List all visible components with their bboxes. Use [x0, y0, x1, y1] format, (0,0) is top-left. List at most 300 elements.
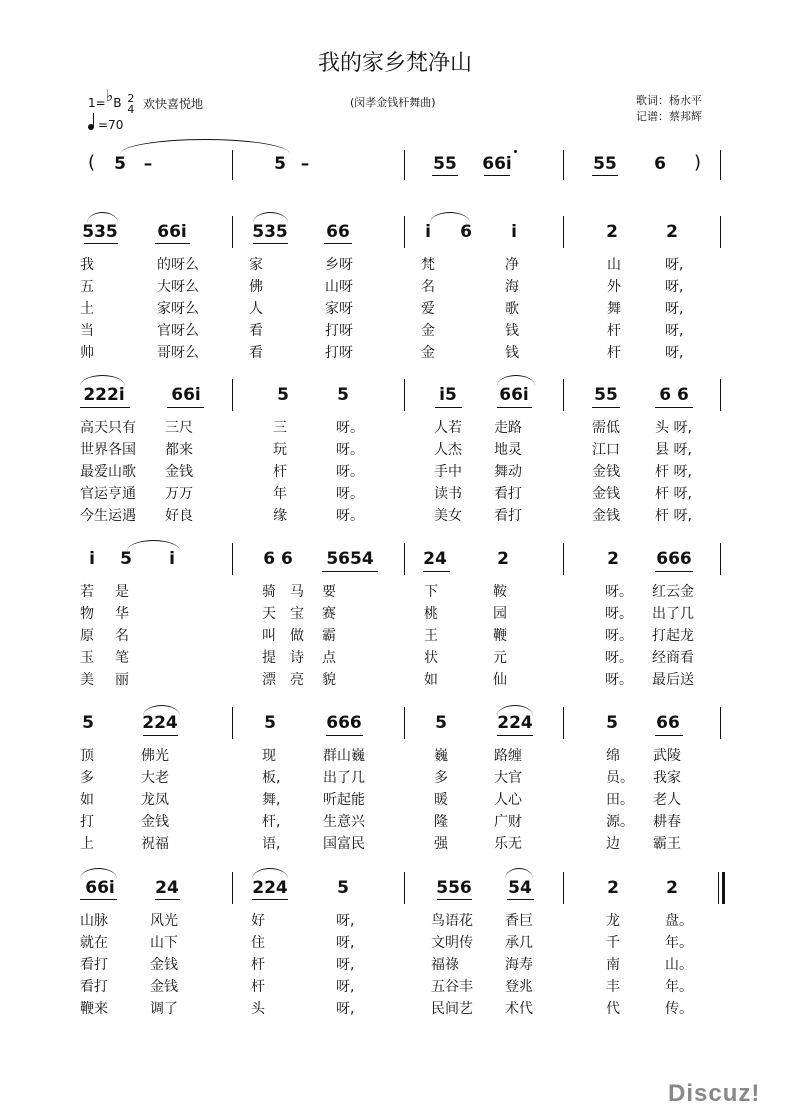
lyric-syllable: 海寿	[505, 957, 533, 973]
lyric-syllable: 呀,	[665, 257, 684, 273]
lyric-syllable: 走路	[494, 420, 522, 436]
note: 66	[656, 713, 680, 733]
lyric-syllable: 貌	[322, 672, 336, 688]
intro-note: 6	[654, 154, 666, 174]
note: 24	[155, 878, 179, 898]
lyric-syllable: 哥呀么	[157, 345, 199, 361]
lyric-syllable: 呀。	[605, 606, 633, 622]
lyric-syllable: 多	[80, 770, 94, 786]
lyric-syllable: 爱	[421, 301, 435, 317]
lyric-syllable: 乐无	[494, 836, 522, 852]
tempo-mark	[88, 116, 123, 132]
lyric-syllable: 园	[493, 606, 507, 622]
quarter-note-stem-icon	[93, 113, 94, 126]
lyric-syllable: 舞	[607, 301, 621, 317]
note: 224	[497, 713, 533, 733]
beam	[143, 735, 178, 736]
lyric-syllable: 天	[262, 606, 276, 622]
beam	[423, 571, 450, 572]
key-note: B	[113, 96, 122, 110]
lyric-syllable: 呀。	[336, 508, 364, 524]
barline	[232, 872, 233, 904]
slur	[143, 705, 180, 716]
lyric-syllable: 玉	[80, 650, 94, 666]
lyric-syllable: 若	[80, 584, 94, 600]
lyric-syllable: 传。	[665, 1001, 693, 1017]
lyric-syllable: 鞭来	[80, 1001, 108, 1017]
lyric-syllable: 杆	[251, 979, 265, 995]
beam	[253, 243, 288, 244]
lyric-syllable: 都来	[165, 442, 193, 458]
note: 535	[252, 222, 288, 242]
note: i	[89, 549, 95, 569]
lyric-syllable: 呀。	[605, 584, 633, 600]
lyric-syllable: 人若	[434, 420, 462, 436]
lyric-syllable: 板,	[262, 770, 281, 786]
lyric-syllable: 赛	[322, 606, 336, 622]
lyric-syllable: 鸟语花	[431, 913, 473, 929]
beam	[437, 899, 472, 900]
barline	[232, 379, 233, 411]
lyric-syllable: 的呀么	[157, 257, 199, 273]
barline	[563, 216, 564, 248]
lyric-syllable: 乡呀	[325, 257, 353, 273]
lyric-syllable: 梵	[421, 257, 435, 273]
note: 5	[606, 713, 618, 733]
slur	[127, 540, 180, 551]
lyric-syllable: 山	[607, 257, 621, 273]
barline	[404, 150, 405, 180]
expression-mark: 欢快喜悦地	[143, 97, 204, 111]
lyric-syllable: 马	[290, 584, 304, 600]
lyric-syllable: 看打	[494, 508, 522, 524]
lyric-syllable: 登兆	[505, 979, 533, 995]
lyric-syllable: 点	[322, 650, 336, 666]
slur	[80, 868, 117, 879]
barline	[404, 872, 405, 904]
intro-note: –	[143, 154, 153, 174]
lyric-syllable: 家呀	[325, 301, 353, 317]
lyric-syllable: 如	[424, 672, 438, 688]
lyric-syllable: 当	[80, 323, 94, 339]
lyric-syllable: 香巨	[505, 913, 533, 929]
lyric-syllable: 耕春	[653, 814, 681, 830]
lyric-syllable: 金钱	[165, 464, 193, 480]
barline	[232, 543, 233, 575]
lyric-syllable: 多	[434, 770, 448, 786]
lyric-syllable: 原	[80, 628, 94, 644]
barline	[404, 216, 405, 248]
note: 222i	[83, 385, 125, 405]
lyric-syllable: 隆	[434, 814, 448, 830]
lyric-syllable: 福祿	[431, 957, 459, 973]
note: 5	[120, 549, 132, 569]
tempo-value: =70	[98, 118, 124, 132]
barline	[563, 872, 564, 904]
note: 556	[436, 878, 472, 898]
lyric-syllable: 舞,	[262, 792, 281, 808]
lyric-syllable: 帅	[80, 345, 94, 361]
lyric-syllable: 呀。	[336, 464, 364, 480]
lyric-syllable: 最后送	[652, 672, 694, 688]
barline	[404, 379, 405, 411]
note: 5	[82, 713, 94, 733]
lyric-syllable: 头	[251, 1001, 265, 1017]
lyric-syllable: 绵	[606, 748, 620, 764]
beam	[655, 571, 693, 572]
intro-note: 5	[274, 154, 286, 174]
lyric-syllable: 人杰	[434, 442, 462, 458]
lyric-syllable: 龙	[606, 913, 620, 929]
lyric-syllable: 民间艺	[431, 1001, 473, 1017]
lyric-syllable: 笔	[115, 650, 129, 666]
lyric-syllable: 缘	[273, 508, 287, 524]
lyric-syllable: 呀,	[665, 323, 684, 339]
lyric-syllable: 大官	[494, 770, 522, 786]
note: 66i	[157, 222, 187, 242]
lyric-syllable: 上	[80, 836, 94, 852]
intro-beam	[432, 175, 458, 176]
lyric-syllable: 下	[424, 584, 438, 600]
lyric-syllable: 杆 呀,	[655, 486, 692, 502]
song-title: 我的家乡梵净山	[317, 51, 472, 76]
note: 6	[460, 222, 472, 242]
lyric-syllable: 王	[424, 628, 438, 644]
note: 5	[337, 878, 349, 898]
barline	[232, 707, 233, 739]
lyric-syllable: 高天只有	[80, 420, 136, 436]
lyric-syllable: 山呀	[325, 279, 353, 295]
intro-beam	[592, 175, 618, 176]
lyric-syllable: 要	[322, 584, 336, 600]
lyric-syllable: 经商看	[652, 650, 694, 666]
barline	[720, 150, 721, 180]
note: 24	[423, 549, 447, 569]
lyric-syllable: 如	[80, 792, 94, 808]
lyric-syllable: 呀,	[665, 279, 684, 295]
lyric-syllable: 官运亨通	[80, 486, 136, 502]
slur	[253, 212, 288, 223]
lyric-syllable: 呀,	[336, 935, 355, 951]
lyric-syllable: 金钱	[150, 957, 178, 973]
lyric-syllable: 鞍	[493, 584, 507, 600]
lyric-syllable: 打呀	[325, 345, 353, 361]
lyric-syllable: 漂	[262, 672, 276, 688]
meter-top: 2	[127, 91, 135, 105]
lyric-syllable: 叫	[262, 628, 276, 644]
lyric-syllable: 佛	[249, 279, 263, 295]
lyric-syllable: 武陵	[653, 748, 681, 764]
lyric-syllable: 县 呀,	[655, 442, 692, 458]
barline	[404, 707, 405, 739]
note: 666	[656, 549, 692, 569]
note: 66i	[85, 878, 115, 898]
note: 2	[607, 549, 619, 569]
lyric-syllable: 呀。	[605, 650, 633, 666]
intro-note: 55	[593, 154, 617, 174]
lyric-syllable: 状	[424, 650, 438, 666]
beam	[655, 407, 693, 408]
lyric-syllable: 生意兴	[323, 814, 365, 830]
lyric-syllable: 员。	[606, 770, 634, 786]
note: i	[425, 222, 431, 242]
lyric-syllable: 住	[251, 935, 265, 951]
lyric-syllable: 海	[505, 279, 519, 295]
beam	[252, 899, 288, 900]
lyric-syllable: 呀,	[336, 1001, 355, 1017]
lyric-syllable: 路缠	[494, 748, 522, 764]
barline	[720, 543, 721, 575]
lyric-syllable: 就在	[80, 935, 108, 951]
note: 2	[606, 222, 618, 242]
note: i5	[439, 385, 457, 405]
lyric-syllable: 霸	[322, 628, 336, 644]
note: 6 6	[263, 549, 293, 569]
lyric-syllable: 桃	[424, 606, 438, 622]
lyric-syllable: 提	[262, 650, 276, 666]
lyric-syllable: 土	[80, 301, 94, 317]
lyric-syllable: 听起能	[323, 792, 365, 808]
intro-open-paren: (	[88, 152, 96, 173]
note: 6 6	[659, 385, 689, 405]
lyric-syllable: 佛光	[141, 748, 169, 764]
lyric-syllable: 看	[249, 323, 263, 339]
lyric-syllable: 田。	[606, 792, 634, 808]
song-subtitle: (闵孝金钱杆舞曲)	[350, 96, 436, 109]
lyric-syllable: 广财	[494, 814, 522, 830]
lyric-syllable: 我家	[653, 770, 681, 786]
barline	[232, 216, 233, 248]
lyric-syllable: 杆	[251, 957, 265, 973]
lyric-syllable: 承几	[505, 935, 533, 951]
lyric-syllable: 最爱山歌	[80, 464, 136, 480]
lyric-syllable: 华	[115, 606, 129, 622]
note: 666	[326, 713, 362, 733]
note: i	[169, 549, 175, 569]
note: 535	[82, 222, 118, 242]
slur	[80, 375, 125, 386]
lyric-syllable: 千	[606, 935, 620, 951]
note: 5	[277, 385, 289, 405]
beam	[497, 735, 533, 736]
beam	[80, 899, 117, 900]
lyric-syllable: 文明传	[431, 935, 473, 951]
lyric-syllable: 丽	[115, 672, 129, 688]
note: 54	[508, 878, 532, 898]
lyric-syllable: 年。	[665, 935, 693, 951]
note: 66i	[499, 385, 529, 405]
lyric-syllable: 钱	[505, 323, 519, 339]
lyric-syllable: 山。	[665, 957, 693, 973]
lyric-syllable: 名	[115, 628, 129, 644]
beam	[80, 407, 130, 408]
lyric-syllable: 术代	[505, 1001, 533, 1017]
lyric-syllable: 山下	[150, 935, 178, 951]
slur	[252, 868, 288, 879]
lyric-syllable: 群山巍	[323, 748, 365, 764]
intro-note: 5	[114, 154, 126, 174]
lyric-syllable: 骑	[262, 584, 276, 600]
lyric-syllable: 呀。	[336, 486, 364, 502]
barline	[563, 379, 564, 411]
lyric-syllable: 三尺	[165, 420, 193, 436]
lyric-syllable: 五	[80, 279, 94, 295]
barline	[404, 543, 405, 575]
lyric-syllable: 人	[249, 301, 263, 317]
lyric-syllable: 龙凤	[141, 792, 169, 808]
note: 5	[337, 385, 349, 405]
beam	[497, 407, 532, 408]
key-prefix: 1=	[88, 96, 106, 110]
note: 5	[264, 713, 276, 733]
lyric-syllable: 霸王	[653, 836, 681, 852]
beam	[167, 407, 204, 408]
note: i	[511, 222, 517, 242]
slur	[505, 868, 533, 879]
lyric-syllable: 名	[421, 279, 435, 295]
intro-beam	[484, 175, 510, 176]
note: 66	[326, 222, 350, 242]
slur	[497, 375, 535, 386]
lyric-syllable: 好良	[165, 508, 193, 524]
lyric-syllable: 金	[421, 345, 435, 361]
lyric-syllable: 读书	[434, 486, 462, 502]
lyric-syllable: 语,	[262, 836, 281, 852]
lyric-syllable: 官呀么	[157, 323, 199, 339]
lyric-syllable: 老人	[653, 792, 681, 808]
barline	[563, 707, 564, 739]
key-signature	[88, 86, 135, 116]
note: 5	[435, 713, 447, 733]
note: 224	[142, 713, 178, 733]
lyric-syllable: 做	[290, 628, 304, 644]
barline	[720, 707, 721, 739]
barline	[232, 150, 233, 180]
lyric-syllable: 万万	[165, 486, 193, 502]
intro-note: 66i	[482, 154, 512, 174]
final-barline-thick	[722, 872, 725, 904]
lyric-syllable: 边	[606, 836, 620, 852]
beam	[592, 407, 620, 408]
lyric-syllable: 祝福	[141, 836, 169, 852]
lyric-syllable: 看打	[80, 957, 108, 973]
beam	[322, 571, 378, 572]
beam	[655, 735, 683, 736]
watermark: Discuz!	[668, 1080, 761, 1107]
beam	[324, 243, 352, 244]
lyric-syllable: 打呀	[325, 323, 353, 339]
lyric-syllable: 美	[80, 672, 94, 688]
lyric-syllable: 山脉	[80, 913, 108, 929]
lyric-syllable: 调了	[150, 1001, 178, 1017]
lyric-syllable: 宝	[290, 606, 304, 622]
lyric-syllable: 打起龙	[652, 628, 694, 644]
intro-note: 55	[433, 154, 457, 174]
beam	[84, 243, 118, 244]
lyric-syllable: 呀,	[336, 913, 355, 929]
lyric-syllable: 代	[606, 1001, 620, 1017]
lyric-syllable: 五谷丰	[431, 979, 473, 995]
lyricist-credit: 歌词：杨水平	[636, 94, 702, 107]
lyric-syllable: 杆,	[262, 814, 281, 830]
lyric-syllable: 杆 呀,	[655, 508, 692, 524]
lyric-syllable: 打	[80, 814, 94, 830]
lyric-syllable: 呀,	[665, 345, 684, 361]
lyric-syllable: 国富民	[323, 836, 365, 852]
lyric-syllable: 家	[249, 257, 263, 273]
beam	[507, 899, 534, 900]
lyric-syllable: 出了几	[323, 770, 365, 786]
lyric-syllable: 看打	[80, 979, 108, 995]
lyric-syllable: 呀,	[336, 979, 355, 995]
lyric-syllable: 杆	[607, 345, 621, 361]
slur	[497, 705, 533, 716]
lyric-syllable: 玩	[273, 442, 287, 458]
lyric-syllable: 三	[273, 420, 287, 436]
final-barline	[718, 872, 719, 904]
lyric-syllable: 呀,	[336, 957, 355, 973]
lyric-syllable: 南	[606, 957, 620, 973]
lyric-syllable: 钱	[505, 345, 519, 361]
lyric-syllable: 头 呀,	[655, 420, 692, 436]
lyric-syllable: 金钱	[592, 486, 620, 502]
lyric-syllable: 呀,	[665, 301, 684, 317]
note: 2	[607, 878, 619, 898]
lyric-syllable: 鞭	[493, 628, 507, 644]
barline	[563, 543, 564, 575]
lyric-syllable: 歌	[505, 301, 519, 317]
lyric-syllable: 江口	[592, 442, 620, 458]
lyric-syllable: 呀。	[336, 442, 364, 458]
note: 2	[666, 878, 678, 898]
lyric-syllable: 看打	[494, 486, 522, 502]
high-octave-dot	[514, 150, 517, 153]
lyric-syllable: 呀。	[336, 420, 364, 436]
lyric-syllable: 仙	[493, 672, 507, 688]
lyric-syllable: 今生运遇	[80, 508, 136, 524]
meter-bottom: 4	[127, 102, 135, 116]
lyric-syllable: 元	[493, 650, 507, 666]
lyric-syllable: 顶	[80, 748, 94, 764]
lyric-syllable: 现	[262, 748, 276, 764]
lyric-syllable: 是	[115, 584, 129, 600]
lyric-syllable: 强	[434, 836, 448, 852]
lyric-syllable: 红云金	[652, 584, 694, 600]
lyric-syllable: 金钱	[150, 979, 178, 995]
transcriber-credit: 记谱：蔡邦辉	[636, 110, 702, 123]
lyric-syllable: 出了几	[652, 606, 694, 622]
barline	[563, 150, 564, 180]
lyric-syllable: 净	[505, 257, 519, 273]
lyric-syllable: 我	[80, 257, 94, 273]
lyric-syllable: 看	[249, 345, 263, 361]
lyric-syllable: 年。	[665, 979, 693, 995]
beam	[435, 407, 462, 408]
lyric-syllable: 暖	[434, 792, 448, 808]
lyric-syllable: 地灵	[494, 442, 522, 458]
lyric-syllable: 大老	[141, 770, 169, 786]
lyric-syllable: 好	[251, 913, 265, 929]
note: 5654	[326, 549, 374, 569]
lyric-syllable: 杆	[273, 464, 287, 480]
slur	[430, 212, 470, 223]
lyric-syllable: 年	[273, 486, 287, 502]
lyric-syllable: 呀。	[605, 628, 633, 644]
lyric-syllable: 杆	[607, 323, 621, 339]
lyric-syllable: 外	[607, 279, 621, 295]
lyric-syllable: 盘。	[665, 913, 693, 929]
note: 2	[666, 222, 678, 242]
